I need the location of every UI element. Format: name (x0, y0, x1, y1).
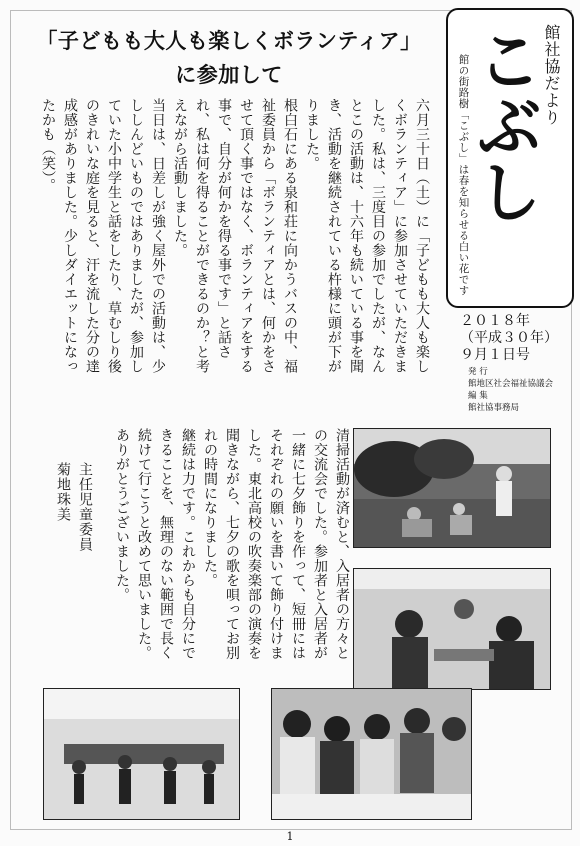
paragraph: 根白石にある泉和荘に向かうバスの中、福祉委員から「ボランティアとは、何かをさせて頂く事ではなく、ボランティアをする事で、自分が何かを得る事です」と話され、私は何を得ることができるのか？と考えながら活動しました。 (172, 98, 298, 374)
signature-role: 主任児童委員 (77, 462, 93, 552)
masthead (446, 8, 574, 308)
signature (40, 462, 96, 662)
issue-year: ２０１８年 (460, 313, 530, 329)
photo-children-group (271, 688, 472, 820)
issuer-label: 発 行 (468, 367, 488, 377)
issue-day: ９月１日号 (460, 347, 530, 363)
issue-date (460, 313, 570, 364)
editor-name: 館社協事務局 (468, 403, 520, 413)
photo-tanabata-craft (353, 568, 551, 690)
issuer-name: 館地区社会福祉協議会 (468, 379, 554, 389)
masthead-tagline: 館の街路樹「こぶし」は春を知らせる白い花です (457, 54, 470, 296)
paragraph: 継続は力です。これからも自分にできることを、無理のない範囲で長く続けて行こうと改めて思いました。ありがとうございました。 (114, 428, 196, 660)
signature-name: 菊地珠美 (55, 462, 71, 522)
headline-line-1: 「子どもも大人も楽しくボランティア」 (36, 28, 422, 53)
masthead-title: こぶし (465, 26, 542, 224)
page-number: 1 (286, 830, 294, 843)
article-body-upper (40, 98, 433, 383)
article-headline (14, 24, 444, 92)
issue-era: （平成３０年） (460, 330, 558, 346)
photo-brass-band-concert (43, 688, 240, 820)
paragraph: 当日は、日差しが強く屋外での活動は、少ししんどいものではありましたが、参加していた小中学生と話をしたり、草むしり後のきれいな庭を見ると、汗を流した分の達成感がありました。少しダイエットになったかも（笑）。 (40, 98, 166, 374)
publisher-block (468, 366, 570, 414)
article-body-lower (90, 428, 353, 673)
paragraph: 六月三十日（土）に「子どもも大人も楽しくボランティア」に参加させていただきました。私は、三度目の参加でしたが、なんとこの活動は、十六年も続いている事を聞き、活動を継続されている杵様に頭が下がりました。 (304, 98, 430, 374)
paragraph: 清掃活動が済むと、入居者の方々との交流会でした。参加者と入居者が一緒に七夕飾りを作って、短冊にはそれぞれの願いを書いて飾り付けました。東北高校の吹奏楽部の演奏を聞きながら、七夕の歌を唄ってお別れの時間になりました。 (202, 428, 350, 660)
masthead-subtitle: 館社協だより (542, 24, 561, 126)
photo-garden-weeding (353, 428, 551, 548)
editor-label: 編 集 (468, 391, 488, 401)
headline-line-2: に参加して (175, 62, 283, 87)
